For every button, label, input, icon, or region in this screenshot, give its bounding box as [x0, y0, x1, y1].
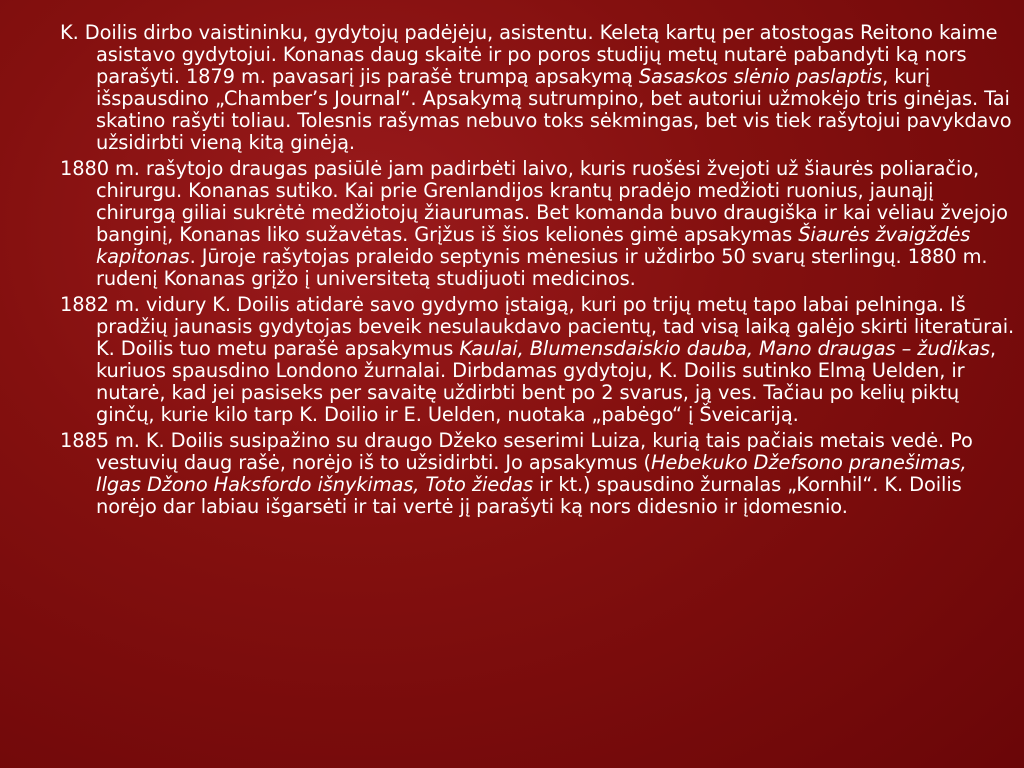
paragraph-4-text-b: ir kt.) spausdino žurnalas „Kornhil“. K. Doilis norėjo dar labiau išgarsėti ir tai vertė jį parašyti ką nors didesnio ir įdomesnio.	[96, 473, 962, 518]
paragraph-1	[60, 22, 1015, 154]
paragraph-4-titles-italic: Hebekuko Džefsono pranešimas, Ilgas Džono Haksfordo išnykimas, Toto žiedas	[96, 451, 967, 496]
paragraph-2-text-b: . Jūroje rašytojas praleido septynis mėnesius ir uždirbo 50 svarų sterlingų. 1880 m. rudenį Konanas grįžo į universitetą studijuoti medicinos.	[96, 245, 988, 290]
paragraph-4	[60, 430, 1015, 518]
paragraph-3	[60, 294, 1015, 426]
paragraph-1-text-a: K. Doilis dirbo vaistininku, gydytojų padėjėju, asistentu. Keletą kartų per atostogas Reitono kaime asistavo gydytojui. Konanas daug skaitė ir po poros studijų metų nutarė pabandyti ką nors parašyti. 1879 m. pavasarį jis parašė trumpą apsakymą	[60, 21, 998, 88]
paragraph-2	[60, 158, 1015, 290]
paragraph-1-title-italic: Sasaskos slėnio paslaptis	[638, 65, 883, 88]
paragraph-3-text-b: , kuriuos spausdino Londono žurnalai. Dirbdamas gydytoju, K. Doilis sutinko Elmą Uelden, ir nutarė, kad jei pasiseks per savaitę uždirbti bent po 2 svarus, ją ves. Tačiau po kelių piktų ginčų, kurie kilo tarp K. Doilio ir E. Uelden, nuotaka „pabėgo“ į Šveicariją.	[96, 337, 996, 426]
paragraph-1-text-b: , kurį išspausdino „Chamber’s Journal“. Apsakymą sutrumpino, bet autoriui užmokėjo tris ginėjas. Tai skatino rašyti toliau. Tolesnis rašymas nebuvo toks sėkmingas, bet vis tiek rašytojui pavykdavo užsidirbti vieną kitą ginėją.	[96, 65, 1012, 154]
paragraph-2-text-a: 1880 m. rašytojo draugas pasiūlė jam padirbėti laivo, kuris ruošėsi žvejoti už šiaurės poliaračio, chirurgu. Konanas sutiko. Kai prie Grenlandijos krantų pradėjo medžioti ruonius, jaunąjį chirurgą giliai sukrėtė medžiotojų žiaurumas. Bet komanda buvo draugiška ir kai vėliau žvejojo banginį, Konanas liko sužavėtas. Grįžus iš šios kelionės gimė apsakymas	[60, 157, 1008, 246]
slide-body	[60, 22, 1015, 522]
paragraph-3-titles-italic: Kaulai, Blumensdaiskio dauba, Mano draugas – žudikas	[459, 337, 990, 360]
paragraph-3-text-a: 1882 m. vidury K. Doilis atidarė savo gydymo įstaigą, kuri po trijų metų tapo labai pelninga. Iš pradžių jaunasis gydytojas beveik nesulaukdavo pacientų, tad visą laiką galėjo skirti literatūrai. K. Doilis tuo metu parašė apsakymus	[60, 293, 1015, 360]
paragraph-2-title-italic: Šiaurės žvaigždės kapitonas	[96, 223, 971, 268]
paragraph-4-text-a: 1885 m. K. Doilis susipažino su draugo Džeko seserimi Luiza, kurią tais pačiais metais vedė. Po vestuvių daug rašė, norėjo iš to užsidirbti. Jo apsakymus (	[60, 429, 973, 474]
